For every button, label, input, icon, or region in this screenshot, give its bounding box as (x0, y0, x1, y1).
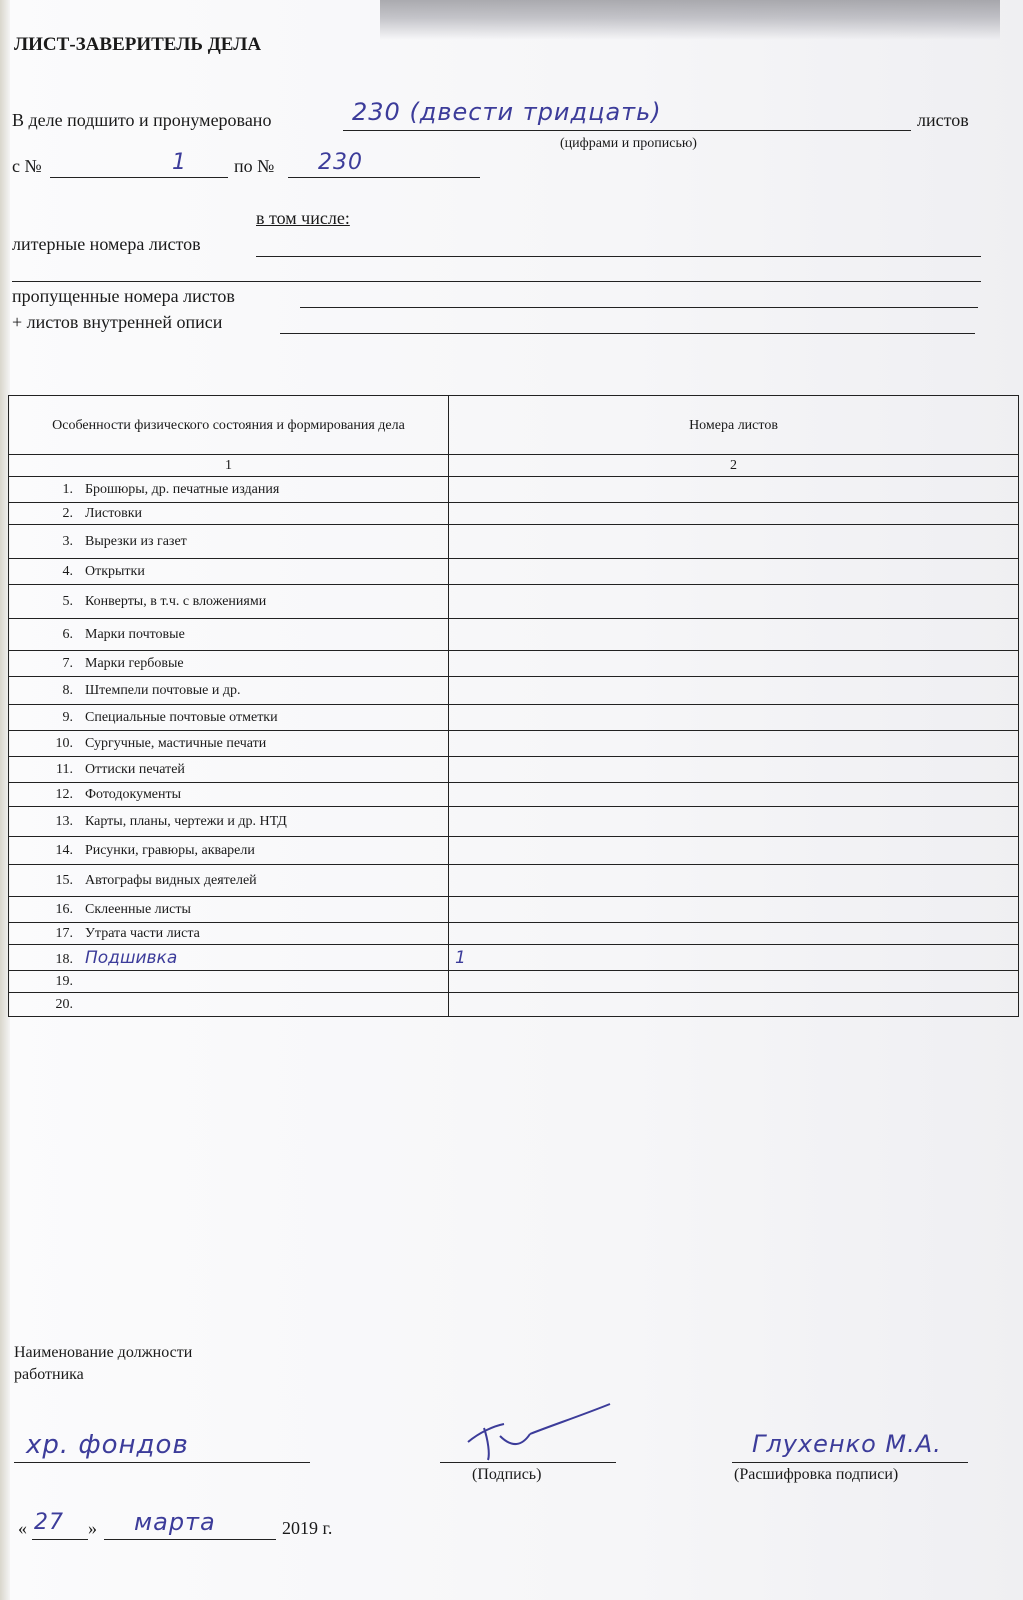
from-label: с № (12, 156, 42, 176)
row-label: Брошюры, др. печатные издания (85, 481, 280, 497)
row-number: 6. (62, 626, 73, 642)
date-open-quote: « (18, 1518, 27, 1538)
letter-numbers-line (256, 256, 981, 257)
row-sheet-numbers (449, 731, 1019, 757)
row-sheet-numbers (449, 477, 1019, 503)
to-line (288, 177, 480, 178)
table-row (9, 757, 1019, 783)
row-number: 10. (55, 735, 73, 751)
row-feature-cell (9, 865, 449, 897)
row-feature-cell (9, 783, 449, 807)
date-month: марта (134, 1508, 216, 1536)
row-feature-cell (9, 585, 449, 619)
row-label: Марки почтовые (85, 626, 185, 642)
inventory-label: + листов внутренней описи (12, 312, 223, 332)
row-sheet-numbers (449, 677, 1019, 705)
condition-table (8, 395, 1019, 1017)
row-number: 9. (62, 709, 73, 725)
row-number: 20. (55, 996, 73, 1012)
row-label: Конверты, в т.ч. с вложениями (85, 593, 267, 609)
row-sheet-numbers: 1 (449, 945, 1019, 971)
row-sheet-numbers (449, 807, 1019, 837)
position-line (14, 1462, 310, 1463)
sheets-label: листов (917, 110, 969, 130)
row-sheet-numbers (449, 757, 1019, 783)
row-label: Утрата части листа (85, 925, 200, 941)
row-number: 8. (62, 682, 73, 698)
missing-numbers-label: пропущенные номера листов (12, 286, 235, 306)
date-day-line (32, 1539, 88, 1540)
row-feature-cell (9, 525, 449, 559)
table-row (9, 923, 1019, 945)
table-row (9, 945, 1019, 971)
table-row (9, 651, 1019, 677)
row-feature-cell (9, 757, 449, 783)
table-row (9, 477, 1019, 503)
row-label: Подшивка (85, 947, 178, 968)
to-label: по № (234, 156, 275, 176)
date-close-quote: » (88, 1518, 97, 1538)
table-row (9, 705, 1019, 731)
row-label: Листовки (85, 505, 143, 521)
signature-caption: (Подпись) (472, 1466, 542, 1483)
including-label: в том числе: (256, 208, 350, 228)
table-row (9, 525, 1019, 559)
position-value: хр. фондов (26, 1430, 189, 1460)
to-value: 230 (318, 150, 363, 175)
row-sheet-numbers (449, 559, 1019, 585)
position-label: Наименование должности (14, 1344, 193, 1361)
row-sheet-numbers (449, 503, 1019, 525)
row-sheet-numbers (449, 865, 1019, 897)
table-row (9, 559, 1019, 585)
table-row (9, 503, 1019, 525)
row-feature-cell (9, 677, 449, 705)
row-sheet-numbers (449, 525, 1019, 559)
row-number: 12. (55, 786, 73, 802)
date-month-line (104, 1539, 276, 1540)
inventory-line (280, 333, 975, 334)
row-sheet-numbers (449, 923, 1019, 945)
row-label: Штемпели почтовые и др. (85, 682, 241, 698)
row-number: 17. (55, 925, 73, 941)
row-number: 16. (55, 901, 73, 917)
row-label: Фотодокументы (85, 786, 182, 802)
from-line (50, 177, 228, 178)
missing-numbers-line (300, 307, 978, 308)
row-feature-cell (9, 945, 449, 971)
row-label: Автографы видных деятелей (85, 872, 257, 888)
row-feature-cell (9, 993, 449, 1017)
table-row (9, 619, 1019, 651)
row-number: 7. (62, 655, 73, 671)
row-number: 13. (55, 813, 73, 829)
table-row (9, 677, 1019, 705)
page-title: ЛИСТ-ЗАВЕРИТЕЛЬ ДЕЛА (14, 34, 262, 55)
col-header-features: Особенности физического состояния и формирования дела (9, 396, 449, 455)
letter-numbers-label: литерные номера листов (12, 234, 201, 254)
row-feature-cell (9, 477, 449, 503)
row-number: 5. (62, 593, 73, 609)
position-label-2: работника (14, 1366, 84, 1383)
table-row (9, 585, 1019, 619)
decode-caption: (Расшифровка подписи) (734, 1466, 899, 1483)
row-number: 14. (55, 842, 73, 858)
row-feature-cell (9, 705, 449, 731)
row-feature-cell (9, 731, 449, 757)
row-sheet-numbers (449, 971, 1019, 993)
signature-image (460, 1396, 620, 1466)
row-label: Склеенные листы (85, 901, 191, 917)
row-sheet-numbers (449, 585, 1019, 619)
row-number: 2. (62, 505, 73, 521)
col-index-2: 2 (449, 455, 1019, 477)
row-feature-cell (9, 559, 449, 585)
row-sheet-numbers (449, 837, 1019, 865)
row-label: Открытки (85, 563, 145, 579)
table-row (9, 783, 1019, 807)
blank-line (12, 281, 981, 282)
row-number: 18. (55, 951, 73, 967)
row-label: Сургучные, мастичные печати (85, 735, 267, 751)
row-feature-cell (9, 897, 449, 923)
row-sheet-numbers (449, 783, 1019, 807)
table-row (9, 897, 1019, 923)
row-number: 4. (62, 563, 73, 579)
row-feature-cell (9, 923, 449, 945)
row-number: 11. (56, 761, 73, 777)
sewn-label: В деле подшито и пронумеровано (12, 110, 272, 130)
row-feature-cell (9, 651, 449, 677)
table-row (9, 837, 1019, 865)
scan-bleed (380, 0, 1000, 40)
decode-line (732, 1462, 968, 1463)
row-feature-cell (9, 971, 449, 993)
row-number: 1. (62, 481, 73, 497)
decode-value: Глухенко М.А. (752, 1430, 942, 1458)
row-sheet-numbers (449, 705, 1019, 731)
row-label: Рисунки, гравюры, акварели (85, 842, 255, 858)
row-number: 3. (62, 533, 73, 549)
row-sheet-numbers (449, 993, 1019, 1017)
table-row (9, 865, 1019, 897)
row-label: Карты, планы, чертежи и др. НТД (85, 813, 287, 829)
row-number: 19. (55, 973, 73, 989)
count-line (343, 130, 911, 131)
row-label: Вырезки из газет (85, 533, 187, 549)
table-row (9, 807, 1019, 837)
row-number: 15. (55, 872, 73, 888)
date-day: 27 (34, 1510, 64, 1535)
handwritten-count: 230 (двести тридцать) (352, 98, 662, 126)
table-row (9, 993, 1019, 1017)
row-sheet-numbers (449, 897, 1019, 923)
col-header-sheet-numbers: Номера листов (449, 396, 1019, 455)
row-feature-cell (9, 807, 449, 837)
col-index-1: 1 (9, 455, 449, 477)
table-row (9, 731, 1019, 757)
row-label: Марки гербовые (85, 655, 184, 671)
table-row (9, 971, 1019, 993)
from-value: 1 (172, 150, 187, 175)
row-label: Специальные почтовые отметки (85, 709, 278, 725)
row-feature-cell (9, 619, 449, 651)
row-sheet-numbers (449, 651, 1019, 677)
row-label: Оттиски печатей (85, 761, 185, 777)
date-year: 2019 г. (282, 1518, 333, 1538)
row-feature-cell (9, 503, 449, 525)
count-caption: (цифрами и прописью) (560, 136, 697, 151)
row-sheet-numbers (449, 619, 1019, 651)
row-feature-cell (9, 837, 449, 865)
